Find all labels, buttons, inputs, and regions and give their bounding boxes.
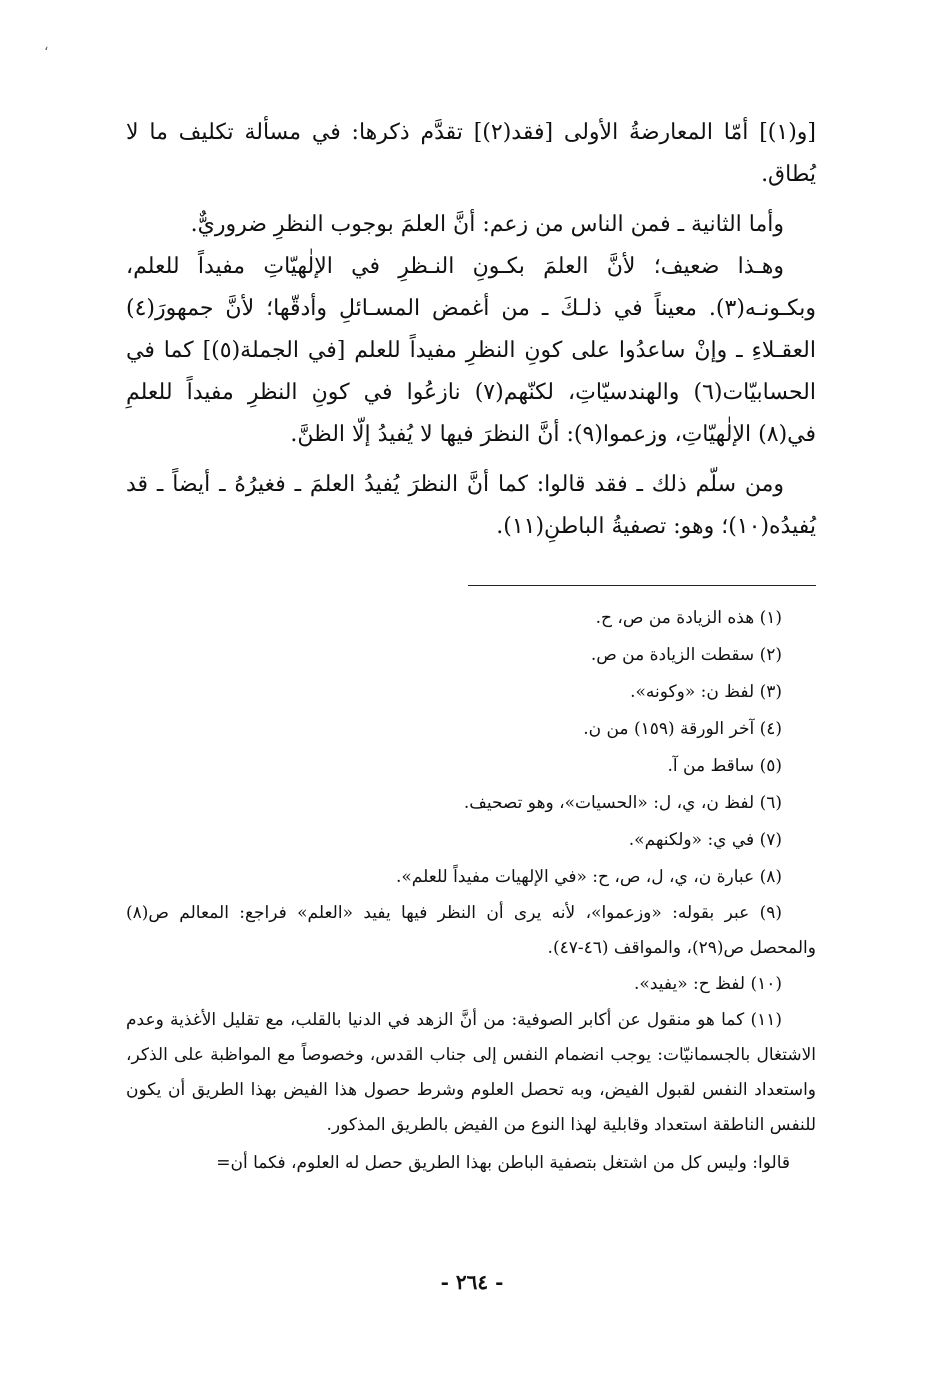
footnote-5: (٥) ساقط من آ. [667, 756, 782, 776]
corner-mark: ، [44, 38, 49, 54]
footnote-6: (٦) لفظ ن، ي، ل: «الحسيات»، وهو تصحيف. [463, 793, 782, 813]
paragraph-1: [و(١)] أمّا المعارضةُ الأولى [فقد(٢)] تقدَّم ذكرها: في مسألة تكليف ما لا يُطاق. [126, 120, 816, 187]
footnote-9: (٩) عبر بقوله: «وزعموا»، لأنه يرى أن النظر فيها يفيد «العلم» فراجع: المعالم ص(٨) والمحصل ص(٢٩)، والمواقف (٤٦-٤٧). [126, 903, 816, 958]
footnote-2: (٢) سقطت الزيادة من ص. [590, 645, 782, 665]
footnote-1: (١) هذه الزيادة من ص، ح. [595, 608, 782, 628]
footnote-8: (٨) عبارة ن، ي، ل، ص، ح: «في الإلهيات مفيداً للعلم». [395, 867, 782, 887]
footnote-11: (١١) كما هو منقول عن أكابر الصوفية: من أنَّ الزهد في الدنيا بالقلب، مع تقليل الأغذية وعدم الاشتغال بالجسمانيّات: يوجب انضمام النفس إلى جناب القدس، وخصوصاً مع المواظبة على الذكر، واستعداد النفس لقبول الفيض، وبه تحصل العلوم وشرط حصول هذا الفيض بهذا الطريق أن يكون للنفس الناطقة استعداد وقابلية لهذا النوع من الفيض بالطريق المذكور. [126, 1010, 816, 1135]
footnotes [126, 600, 816, 1182]
footnote-4: (٤) آخر الورقة (١٥٩) من ن. [583, 719, 782, 739]
footnote-separator [468, 585, 816, 586]
paragraph-2: وأما الثانية ـ فمن الناس من زعم: أنَّ العلمَ بوجوب النظرِ ضروريٌّ. [190, 212, 784, 237]
page-number: - ٢٦٤ - [440, 1270, 504, 1294]
footnote-10: (١٠) لفظ ح: «يفيد». [634, 974, 782, 994]
paragraph-3: وهـذا ضعيف؛ لأنَّ العلمَ بكـونِ النـظرِ في الإلٰهيّاتِ مفيداً للعلم، وبكـونـه(٣). معيناً في ذلـكَ ـ من أغمض المسـائلِ وأدقّها؛ لأنَّ جمهورَ(٤) العقـلاءِ ـ وإنْ ساعدُوا على كونِ النظرِ مفيداً للعلم [في الجملة(٥)] كما في الحسابيّات(٦) والهندسيّاتِ، لكنّهم(٧) نازعُوا في كونِ النظرِ مفيداً للعلمِ في(٨) الإلٰهيّاتِ، وزعموا(٩): أنَّ النظرَ فيها لا يُفيدُ إلّا الظنَّ. [126, 254, 817, 447]
paragraph-4: ومن سلّم ذلك ـ فقد قالوا: كما أنَّ النظرَ يُفيدُ العلمَ ـ فغيرُهُ ـ أيضاً ـ قد يُفيدُه(١٠)؛ وهو: تصفيةُ الباطنِ(١١). [126, 472, 816, 539]
main-text [126, 112, 816, 548]
footnote-7: (٧) في ي: «ولكنهم». [628, 830, 782, 850]
footnote-continuation: قالوا: وليس كل من اشتغل بتصفية الباطن بهذا الطريق حصل له العلوم، فكما أن= [216, 1153, 790, 1173]
footnote-3: (٣) لفظ ن: «وكونه». [630, 682, 782, 702]
